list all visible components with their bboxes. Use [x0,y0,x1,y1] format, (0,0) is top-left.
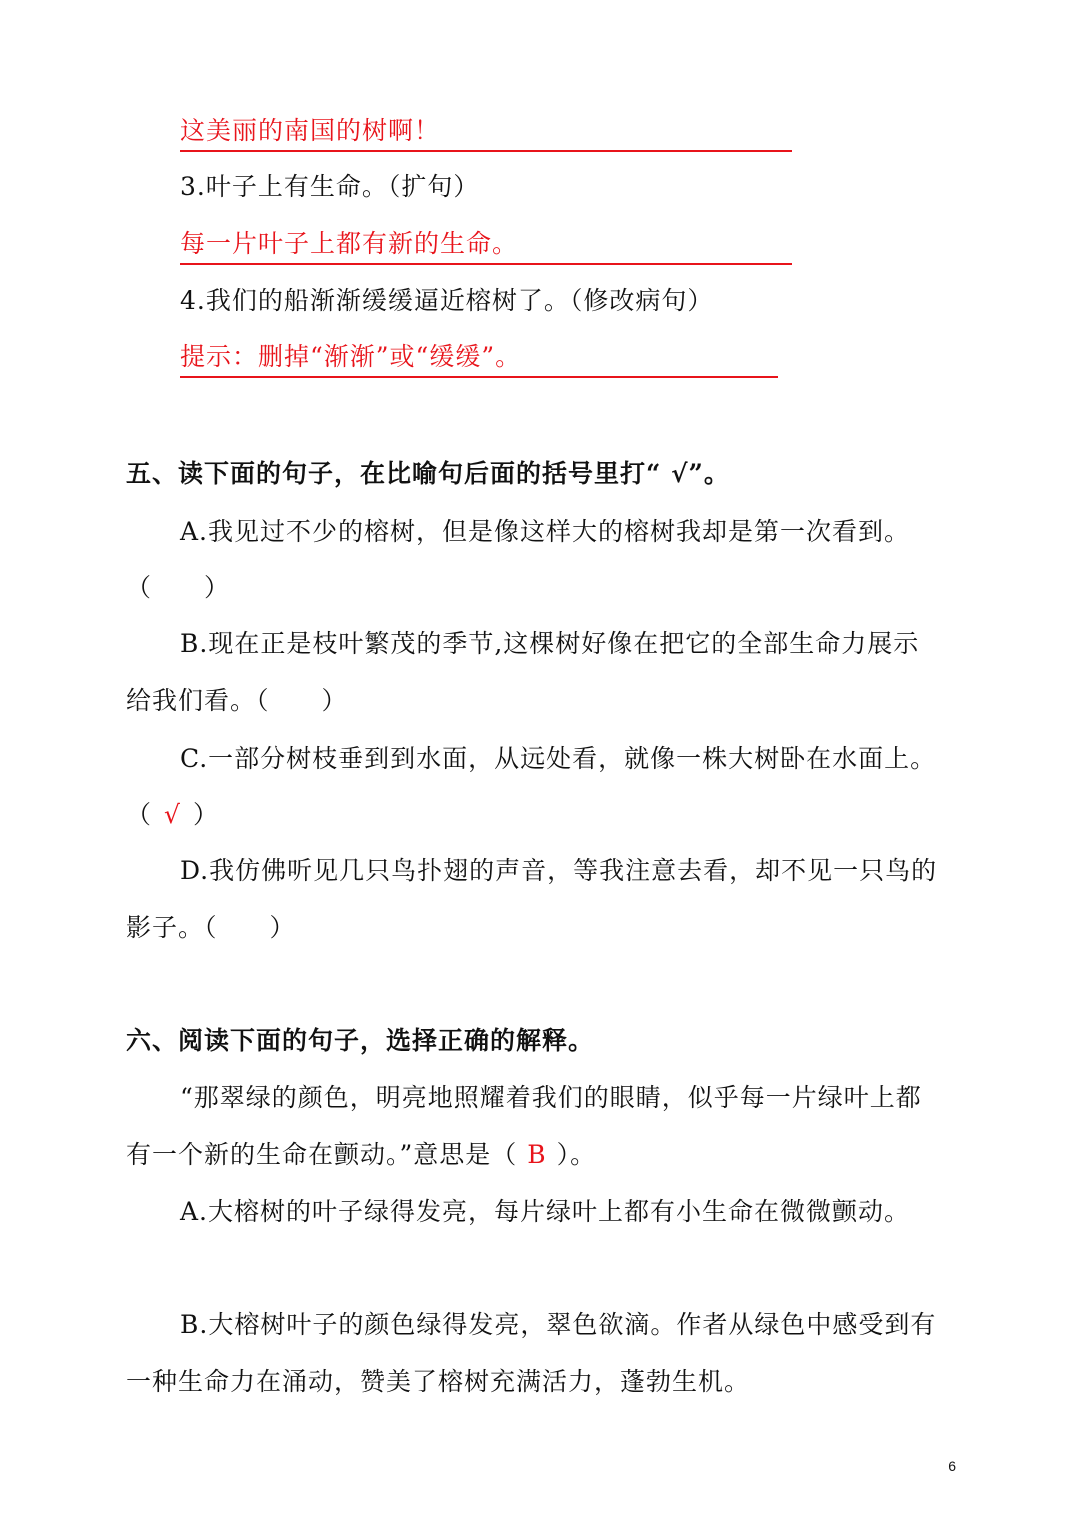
bracket-close: ） [321,686,348,715]
bracket-open: （ [126,573,153,602]
quote-line-1: “那翠绿的颜色，明亮地照耀着我们的眼睛，似乎每一片绿叶上都 [180,1083,922,1112]
option-b-text-2-label: 给我们看。（ [126,686,270,715]
option-d-text-2 [126,911,296,945]
option-b-text-1: B.现在正是枝叶繁茂的季节,这棵树好像在把它的全部生命力展示 [180,629,920,658]
page-number: 6 [948,1458,956,1474]
bracket-close: ） [192,800,219,829]
option-d-text-2-label: 影子。（ [126,913,218,942]
quote-line-2-text: 有一个新的生命在颤动。”意思是（ [126,1140,518,1169]
check-mark: √ [164,800,181,829]
option-a-text: A.我见过不少的榕树，但是像这样大的榕树我却是第一次看到。 [180,517,911,546]
bracket-open: （ [126,800,153,829]
answer-line-3: 每一片叶子上都有新的生命。 [180,227,792,265]
quote-line-2-end: ）。 [556,1140,597,1169]
bracket-close: ） [269,913,296,942]
answer-line-4: 提示：删掉“渐渐”或“缓缓”。 [180,340,778,378]
answer-line-1: 这美丽的南国的树啊！ [180,114,792,152]
option-b-explanation-2: 一种生命力在涌动，赞美了榕树充满活力，蓬勃生机。 [126,1367,751,1396]
option-c-text: C.一部分树枝垂到到水面，从远处看，就像一株大树卧在水面上。 [180,744,937,773]
option-b-text-2 [126,684,348,718]
bracket-close: ） [204,573,231,602]
section-6-heading: 六、阅读下面的句子，选择正确的解释。 [126,1026,595,1055]
question-4-item-3: 3.叶子上有生命。（扩句） [180,172,480,201]
option-c-bracket [126,798,219,832]
answer-letter: B [527,1140,547,1169]
option-d-text-1: D.我仿佛听见几只鸟扑翅的声音，等我注意去看，却不见一只鸟的 [180,856,938,885]
quote-line-2 [126,1138,596,1172]
option-a-explanation: A.大榕树的叶子绿得发亮，每片绿叶上都有小生命在微微颤动。 [180,1197,911,1226]
option-a-bracket [126,571,230,605]
section-5-heading: 五、读下面的句子，在比喻句后面的括号里打“ √”。 [126,459,730,488]
question-4-item-4: 4.我们的船渐渐缓缓逼近榕树了。（修改病句） [180,286,714,315]
option-b-explanation-1: B.大榕树叶子的颜色绿得发亮，翠色欲滴。作者从绿色中感受到有 [180,1310,937,1339]
